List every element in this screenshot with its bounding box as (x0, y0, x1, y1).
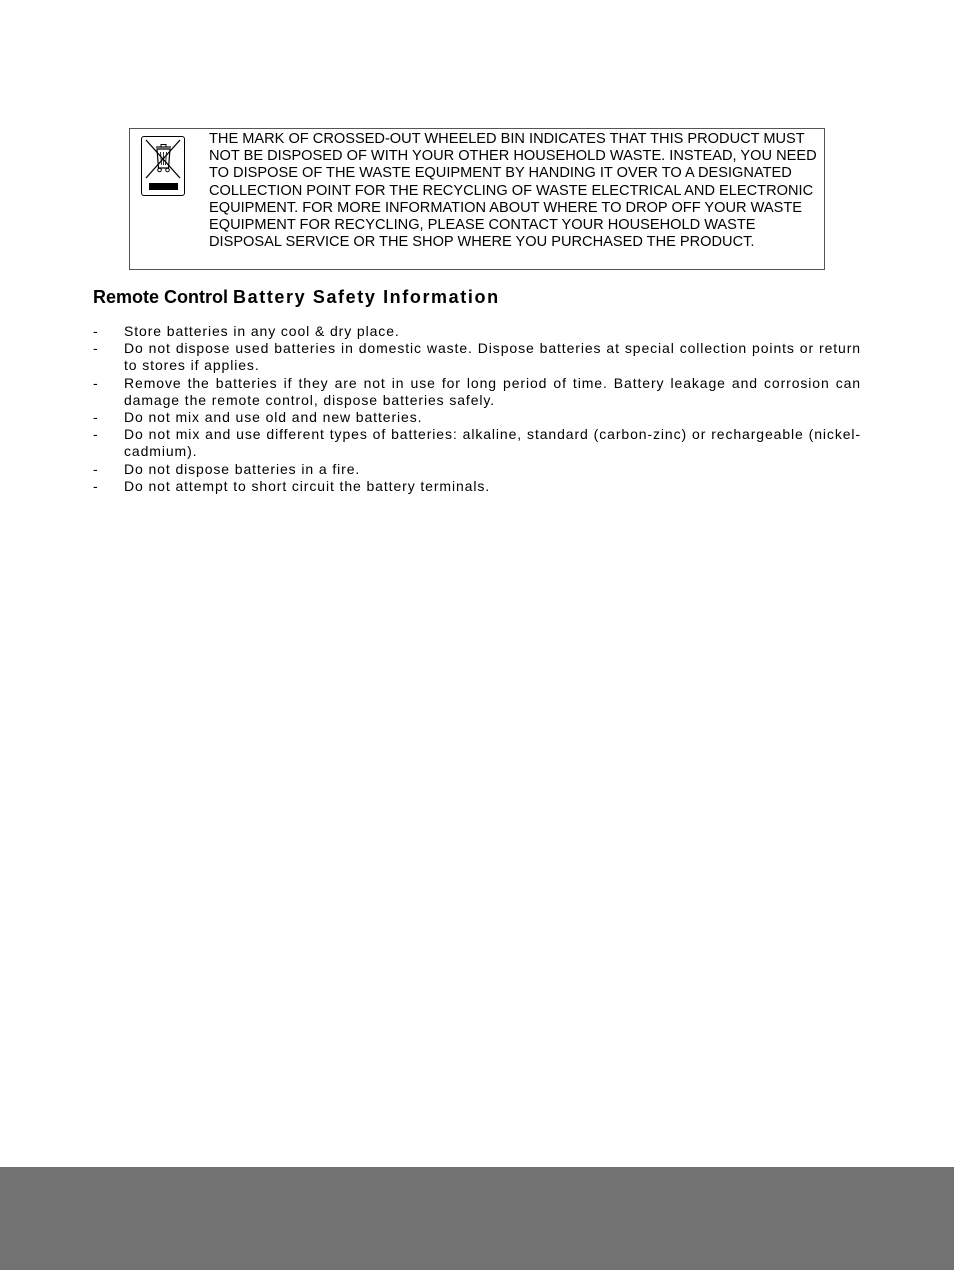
list-item (93, 478, 861, 495)
list-item (93, 409, 861, 426)
crossed-out-wheeled-bin-icon (141, 136, 185, 196)
bullet-dash: - (93, 460, 99, 477)
list-item-text: Do not mix and use different types of batteries: alkaline, standard (carbon-zinc) or rechargeable (nickel-cadmium). (124, 426, 861, 460)
bullet-dash: - (93, 340, 99, 357)
bullet-dash: - (93, 323, 99, 339)
list-item-text: Store batteries in any cool & dry place. (124, 323, 400, 339)
list-item (93, 375, 861, 409)
list-item-text: Do not attempt to short circuit the battery terminals. (124, 477, 491, 494)
footer-bar (0, 1167, 954, 1270)
list-item-text: Do not dispose batteries in a fire. (124, 460, 361, 477)
list-item (93, 426, 861, 460)
section-title (93, 286, 500, 308)
bullet-dash: - (93, 477, 99, 494)
bullet-dash: - (93, 409, 99, 426)
list-item (93, 461, 861, 478)
weee-notice-text: THE MARK OF CROSSED-OUT WHEELED BIN INDICATES THAT THIS PRODUCT MUST NOT BE DISPOSED OF WITH YOUR OTHER HOUSEHOLD WASTE. INSTEAD, YOU NEED TO DISPOSE OF THE WASTE EQUIPMENT BY HANDING IT OVER TO A DESIGNATED COLLECTION POINT FOR THE RECYCLING OF WASTE ELECTRICAL AND ELECTRONIC EQUIPMENT. FOR MORE INFORMATION ABOUT WHERE TO DROP OFF YOUR WASTE EQUIPMENT FOR RECYCLING, PLEASE CONTACT YOUR HOUSEHOLD WASTE DISPOSAL SERVICE OR THE SHOP WHERE YOU PURCHASED THE PRODUCT. (209, 131, 817, 251)
list-item-text: Do not dispose used batteries in domestic waste. Dispose batteries at special collection points or return to stores if applies. (124, 340, 861, 374)
list-item-text: Do not mix and use old and new batteries. (124, 409, 423, 426)
weee-notice-box (129, 128, 825, 270)
section-title-part1: Remote Control (93, 287, 228, 307)
section-title-part2: Battery Safety Information (233, 287, 500, 307)
bullet-dash: - (93, 374, 99, 391)
list-item (93, 323, 861, 340)
list-item (93, 340, 861, 374)
list-item-text: Remove the batteries if they are not in use for long period of time. Battery leakage and corrosion can damage the remote control, dispose batteries safely. (124, 374, 861, 408)
battery-safety-list (93, 323, 861, 495)
bullet-dash: - (93, 426, 99, 443)
